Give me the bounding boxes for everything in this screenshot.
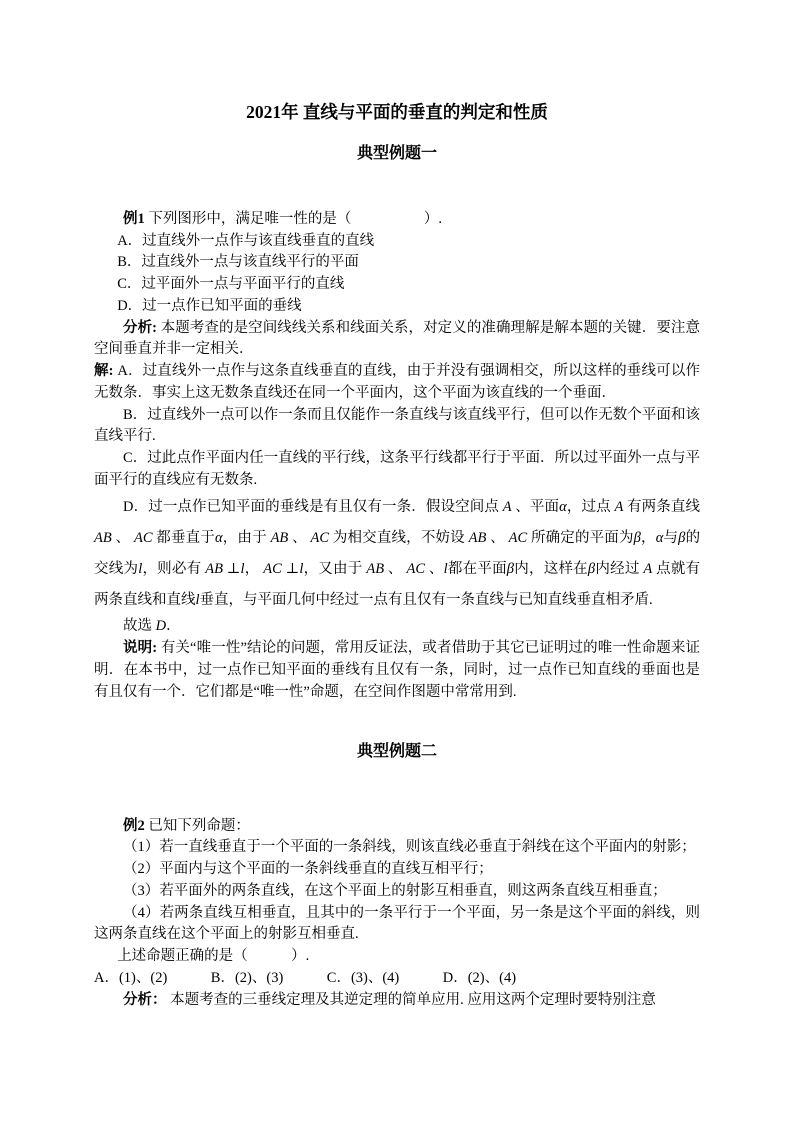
paragraph-label: 分析: [123,319,161,336]
section-heading: 典型例题一 [356,144,437,162]
paragraph: 上述命题正确的是（ ）. [117,948,310,965]
paragraph: （3）若平面外的两条直线，在这个平面上的射影互相垂直，则这两条直线互相垂直； [123,882,667,899]
paragraph: 说明: 有关“唯一性”结论的问题，常用反证法，或者借助于其它已证明过的唯一性命题来证明．在本书中，过一点作已知平面的垂线有且仅有一条，同时，过一点作已知直线的垂面也是有且仅有一个．它们都是“唯一性”命题，在空间作图题中常常用到. [94,640,700,700]
paragraph: B．过直线外一点可以作一条而且仅能作一条直线与该直线平行，但可以作无数个平面和该直线平行. [94,406,700,445]
math-symbol: AB [468,529,487,546]
paragraph: A．(1)、(2) B．(2)、(3) C．(3)、(4) D．(2)、(4) [94,969,517,986]
math-symbol: AC [310,529,330,546]
math-symbol: β [633,529,641,546]
math-symbol: A [614,498,624,515]
math-symbol: α [559,498,567,515]
paragraph: 例1 下列图形中，满足唯一性的是（ ）. [123,210,442,227]
document-body [94,143,700,1012]
math-symbol: A [643,560,653,577]
paragraph: （2）平面内与这个平面的一条斜线垂直的直线互相平行； [123,861,493,878]
math-symbol: AB [205,560,223,577]
math-symbol: l [195,592,200,609]
paragraph-label: 例2 [123,817,149,834]
math-symbol: β [587,560,596,577]
math-symbol: AC [263,560,282,577]
doc-title: 2021年 直线与平面的垂直的判定和性质 [246,102,548,122]
paragraph: A．过直线外一点作与该直线垂直的直线 [117,232,375,249]
math-symbol: l [299,560,304,577]
math-symbol: AC [508,529,528,546]
paragraph-label: 例1 [123,210,149,227]
math-symbol: β [678,529,686,546]
paragraph: D．过一点作已知平面的垂线是有且仅有一条．假设空间点 A 、平面α，过点 A 有两条直线 AB 、 AC 都垂直于α，由于 AB 、 AC 为相交直线，不妨设 AB 、 AC 所确定的平面为β，α与β的交线为l，则必有 AB ⊥l， AC ⊥l，又由于 AB 、 AC 、l都在平面β内，这样在β内经过 A 点就有两条直线和直线l垂直，与平面几何中经过一点有且仅有一条直线与已知直线垂直相矛盾. [94,498,701,609]
paragraph: （4）若两条直线互相垂直，且其中的一条平行于一个平面，另一条是这个平面的斜线，则这两条直线在这个平面上的射影互相垂直. [94,904,700,943]
math-symbol: AC [133,529,153,546]
paragraph: 分析: 本题考查的是空间线线关系和线面关系，对定义的准确理解是解本题的关键．要注意空间垂直并非一定相关． [94,319,700,358]
math-symbol: AB [270,529,289,546]
math-symbol: l [240,560,245,577]
paragraph-label: 分析： [123,991,171,1008]
paragraph: B．过直线外一点与该直线平行的平面 [117,254,359,271]
math-symbol: l [443,560,448,577]
paragraph: 故选 D． [123,618,181,635]
math-symbol: AC [406,560,426,577]
math-symbol: α [655,529,664,546]
paragraph: 例2 已知下列命题： [123,817,250,834]
paragraph: （1）若一直线垂直于一个平面的一条斜线，则该直线必垂直于斜线在这个平面内的射影； [123,839,696,856]
paragraph: 分析： 本题考查的三垂线定理及其逆定理的简单应用. 应用这两个定理时要特别注意 [123,991,656,1008]
math-symbol: α [214,529,223,546]
paragraph-label: 解: [94,363,118,380]
paragraph: 解: A．过直线外一点作与这条直线垂直的直线，由于并没有强调相交，所以这样的垂线可以作无数条．事实上这无数条直线还在同一个平面内，这个平面为该直线的一个垂面． [94,363,700,401]
paragraph: C．过平面外一点与平面平行的直线 [117,276,345,293]
math-symbol: l [138,560,143,577]
paragraph-label: 说明: [123,640,161,657]
paragraph: C．过此点作平面内任一直线的平行线，这条平行线都平行于平面．所以过平面外一点与平面平行的直线应有无数条. [94,450,700,488]
math-symbol: A [502,498,512,515]
section-heading: 典型例题二 [356,743,437,761]
math-symbol: D [155,618,167,635]
math-symbol: β [506,560,515,577]
paragraph: D．过一点作已知平面的垂线 [117,297,302,314]
math-symbol: AB [94,529,112,546]
math-symbol: AB [366,560,385,577]
